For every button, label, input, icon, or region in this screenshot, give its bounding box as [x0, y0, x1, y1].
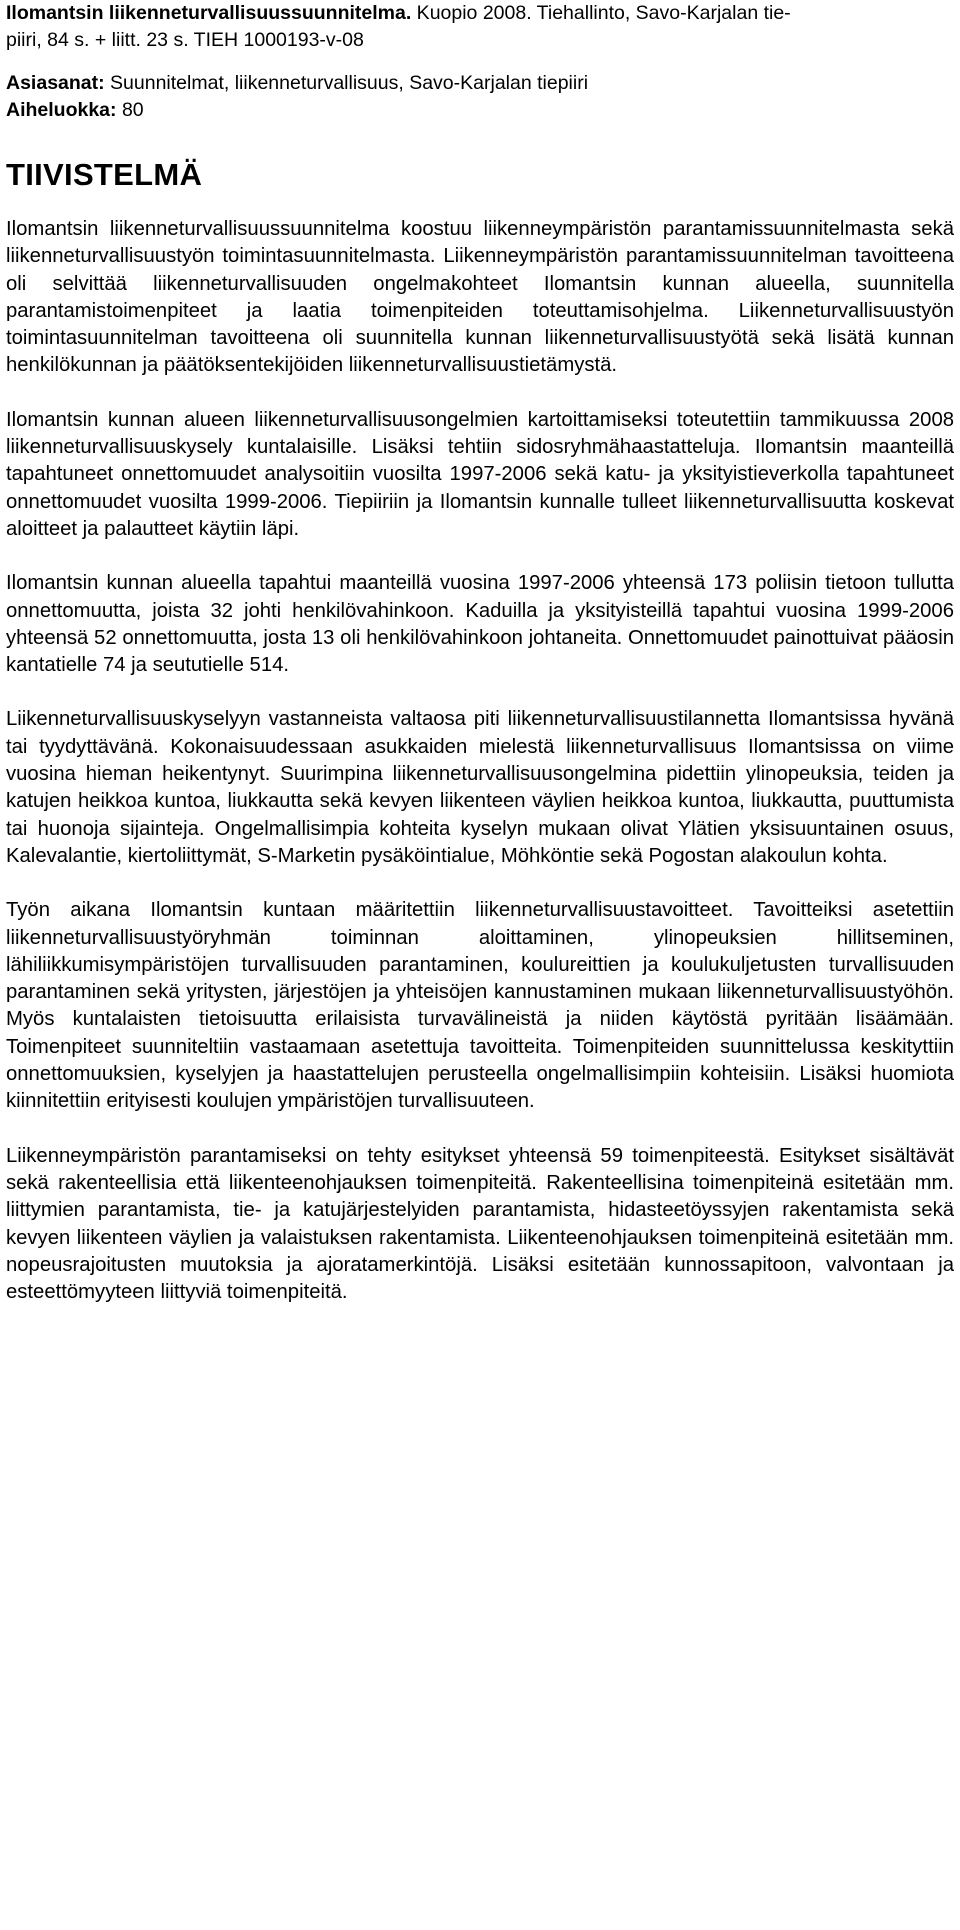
- document-metadata: [6, 70, 954, 124]
- abstract-paragraph: Liikenneympäristön parantamiseksi on tehty esitykset yhteensä 59 toimenpiteestä. Esitykset sisältävät sekä rakenteellisia että liikenteenohjauksen toimenpiteitä. Rakenteellisina toimenpiteinä esitetään mm. liittymien parantamista, tie- ja katujärjestelyiden parantamista, hidasteetöyssyjen rakentamista sekä kevyen liikenteen väylien ja valaistuksen rakentamista. Liikenteenohjauksen toimenpiteinä esitetään mm. nopeusrajoitusten muutoksia ja ajoratamerkintöjä. Lisäksi esitetään kunnossapitoon, valvontaan ja esteettömyyteen liittyviä toimenpiteitä.: [6, 1144, 954, 1304]
- abstract-paragraph: Ilomantsin kunnan alueella tapahtui maanteillä vuosina 1997-2006 yhteensä 173 poliisin tietoon tullutta onnettomuutta, joista 32 johti henkilövahinkoon. Kaduilla ja yksityisteillä tapahtui vuosina 1999-2006 yhteensä 52 onnettomuutta, josta 13 oli henkilövahinkoon johtaneita. Onnettomuudet painottuivat pääosin kantatielle 74 ja seututielle 514.: [6, 572, 954, 677]
- publication-details: Kuopio 2008. Tiehallinto, Savo-Karjalan tie-: [411, 2, 791, 24]
- category-value: 80: [116, 99, 144, 121]
- bibliographic-reference: [6, 0, 954, 54]
- abstract-paragraph: Ilomantsin kunnan alueen liikenneturvallisuusongelmien kartoittamiseksi toteutettiin tammikuussa 2008 liikenneturvallisuuskysely kuntalaisille. Lisäksi tehtiin sidosryhmähaastatteluja. Ilomantsin maanteillä tapahtuneet onnettomuudet analysoitiin vuosilta 1997-2006 sekä katu- ja yksityistieverkolla tapahtuneet onnettomuudet vuosilta 1999-2006. Tiepiiriin ja Ilomantsin kunnalle tulleet liikenneturvallisuutta koskevat aloitteet ja palautteet käytiin läpi.: [6, 408, 954, 540]
- category-label: Aiheluokka:: [6, 99, 117, 121]
- section-heading: TIIVISTELMÄ: [6, 157, 203, 192]
- document-title: Ilomantsin liikenneturvallisuussuunnitelma.: [6, 2, 412, 24]
- abstract-paragraph: Ilomantsin liikenneturvallisuussuunnitelma koostuu liikenneympäristön parantamissuunnitelmasta sekä liikenneturvallisuustyön toimintasuunnitelmasta. Liikenneympäristön parantamissuunnitelman tavoitteena oli selvittää liikenneturvallisuuden ongelmakohteet Ilomantsin kunnan alueella, suunnitella parantamistoimenpiteet ja laatia toimenpiteiden toteuttamisohjelma. Liikenneturvallisuustyön toimintasuunnitelman tavoitteena oli suunnitella kunnan liikenneturvallisuustyötä sekä lisätä kunnan henkilökunnan ja päätöksentekijöiden liikenneturvallisuustietämystä.: [6, 218, 954, 377]
- subjects-value: Suunnitelmat, liikenneturvallisuus, Savo-Karjalan tiepiiri: [104, 72, 589, 94]
- abstract-paragraph: Työn aikana Ilomantsin kuntaan määritettiin liikenneturvallisuustavoitteet. Tavoitteiksi asetettiin liikenneturvallisuustyöryhmän toiminnan aloittaminen, ylinopeuksien hillitseminen, lähiliikkumisympäristöjen turvallisuuden parantaminen, koulureittien ja koulukuljetusten turvallisuuden parantaminen sekä yritysten, järjestöjen ja yhteisöjen kannustaminen mukaan liikenneturvallisuustyöhön. Myös kuntalaisten tietoisuutta erilaisista turvavälineistä ja niiden käytöstä pyritään lisäämään. Toimenpiteet suunniteltiin vastaamaan asetettuja tavoitteita. Toimenpiteiden suunnittelussa keskityttiin onnettomuuksien, kyselyjen ja haastattelujen perusteella ongelmallisimpiin kohteisiin. Lisäksi huomiota kiinnitettiin erityisesti koulujen ympäristöjen turvallisuuteen.: [6, 899, 954, 1113]
- subjects-label: Asiasanat:: [6, 72, 105, 94]
- document-page: [6, 0, 954, 1306]
- abstract-paragraph: Liikenneturvallisuuskyselyyn vastanneista valtaosa piti liikenneturvallisuustilannetta Ilomantsissa hyvänä tai tyydyttävänä. Kokonaisuudessaan asukkaiden mielestä liikenneturvallisuus Ilomantsissa on viime vuosina hieman heikentynyt. Suurimpina liikenneturvallisuusongelmina pidettiin ylinopeuksia, teiden ja katujen heikkoa kuntoa, liukkautta sekä kevyen liikenteen väylien heikkoa kuntoa, liukkautta, puuttumista tai huonoja sijainteja. Ongelmallisimpia kohteita kyselyn mukaan olivat Ylätien yksisuuntainen osuus, Kalevalantie, kiertoliittymät, S-Marketin pysäköintialue, Möhköntie sekä Pogostan alakoulun kohta.: [6, 708, 954, 867]
- publication-details-continued: piiri, 84 s. + liitt. 23 s. TIEH 1000193-v-08: [6, 29, 364, 51]
